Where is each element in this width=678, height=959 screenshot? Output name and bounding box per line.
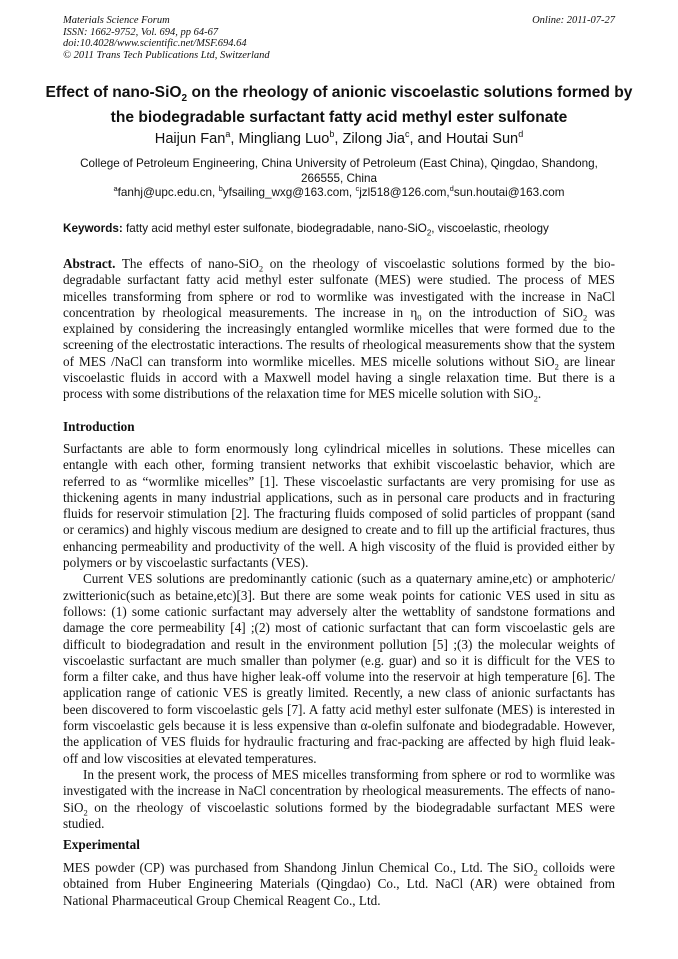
email-link[interactable]: yfsailing_wxg@163.com,: [222, 186, 356, 199]
copyright-line: © 2011 Trans Tech Publications Ltd, Switzerland: [63, 49, 270, 61]
title-part: on the rheology of anionic viscoelastic solutions formed by the biodegradable surfactant fatty acid methyl ester sulfonate: [110, 84, 633, 127]
doi-line: doi:10.4028/www.scientific.net/MSF.694.64: [63, 38, 247, 50]
journal-header: [63, 15, 615, 61]
paragraph: MES powder (CP) was purchased from Shandong Jinlun Chemical Co., Ltd. The SiO$_2$ colloids were obtained from Huber Engineering Materials (Qingdao) Co., Ltd. NaCl (AR) were obtained from National Pharmaceutical Group Chemical Reagent Co., Ltd.: [63, 860, 615, 908]
issn-line: ISSN: 1662-9752, Vol. 694, pp 64-67: [63, 26, 219, 38]
paper-title: [40, 83, 638, 127]
affiliation: College of Petroleum Engineering, China University of Petroleum (East China), Qingdao, Shandong, 266555, China: [80, 157, 598, 185]
email-link[interactable]: jzl518@126.com,: [359, 186, 450, 199]
author: Haijun Fan$^a$,: [154, 129, 239, 147]
author: Houtai Sun$^d$: [445, 129, 524, 147]
paragraph: In the present work, the process of MES micelles transforming from sphere or rod to wormlike was investigated with the increase in NaCl concentration by rheological measurements. The effects of nano-SiO$_2$ on the rheology of viscoelastic solutions formed by the biodegradable surfactant MES were studied.: [63, 766, 615, 831]
email-list: $^a$fanhj@upc.edu.cn, $^b$yfsailing_wxg@163.com, $^c$jzl518@126.com,$^d$sun.houtai@163.com: [113, 184, 565, 199]
paragraph: Current VES solutions are predominantly cationic (such as a quaternary amine,etc) or amphoteric/ zwitterionic(such as betaine,etc)[3]. But there are some weak points for cationic VES used in situ as follows: (1) some cationic surfactant may adversely alter the wettablity of sandstone formations and damage the core permeability [4] ;(2) most of cationic surfactant that can form viscoelastic gels are difficult to biodegradation and result in the environment pollution [5] ;(3) the molecular weights of viscoelastic surfactant are much smaller than polymer (e.g. guar) and so it is difficult for the VES to form a filter cake, and thus have higher leak-off volume into the reservoir at high temperature [6]. The application range of cationic VES is greatly limited. Recently, a new class of anionic surfactants has been discovered to form viscoelastic gels [7]. A fatty acid methyl ester sulfonate (MES) is interested in form viscoelastic gels because it is less expensive than α-olefin sulfonate and biodegradable. However, the application of VES fluids for hydraulic fracturing and frac-packing are affected by high fluid leak-off and low viscosities at elevated temperatures.: [63, 571, 615, 766]
author: Zilong Jia$^c$, and: [342, 129, 446, 147]
author: Mingliang Luo$^b$,: [238, 129, 343, 147]
experimental-body: [63, 860, 615, 909]
introduction-body: [63, 441, 615, 832]
title-part: Effect of nano-SiO: [45, 84, 182, 101]
paragraph: Surfactants are able to form enormously long cylindrical micelles in solutions. These micelles can entangle with each other, forming transient networks that exhibit viscoelastic behavior, which are referred to as “wormlike micelles” [1]. These viscoelastic surfactants are very promising for use as thickening agents in many industrial applications, such as in personal care products and in fracturing fluids for reservoir stimulation [2]. The fracturing fluids composed of solid particles of proppant (sand or ceramics) and highly viscous medium are designed to create and to fill up the artificial fractures, thus enhancing permeability and productivity of the well. A high viscosity of the fluid is provided either by polymers or by viscoelastic surfactants (VES).: [63, 441, 615, 571]
abstract-label: Abstract.: [63, 256, 116, 271]
journal-name: Materials Science Forum: [63, 15, 170, 26]
email-link[interactable]: fanhj@upc.edu.cn,: [117, 186, 219, 199]
author-list: [40, 131, 638, 148]
section-heading-experimental: Experimental: [63, 837, 140, 852]
section-heading-introduction: Introduction: [63, 419, 135, 434]
title-subscript: 2: [181, 93, 188, 105]
abstract: Abstract. The effects of nano-SiO$_2$ on the rheology of viscoelastic solutions formed by the bio-degradable surfactant fatty acid methyl ester sulfonate (MES) were studied. The process of MES micelles transforming from sphere or rod to wormlike was investigated with the increase in NaCl concentration by rheological measurements. The increase in $\eta_0$ on the introduction of SiO$_2$ was explained by considering the increasingly entangled wormlike micelles that were formed due to the screening of the electrostatic interactions. The results of rheological measurements show that the system of MES /NaCl can transform into wormlike micelles. MES micelle solutions without SiO$_2$ are linear viscoelastic fluids in accord with a Maxwell model having a single relaxation time. But there is a process with some distributions of the relaxation time for MES micelle solution with SiO$_2$.: [63, 256, 615, 405]
online-date: Online: 2011-07-27: [532, 15, 615, 26]
email-link[interactable]: sun.houtai@163.com: [453, 186, 565, 199]
keywords-label: Keywords:: [63, 222, 123, 235]
keywords: Keywords: fatty acid methyl ester sulfonate, biodegradable, nano-SiO$_2$, viscoelastic, rheology: [63, 222, 549, 238]
